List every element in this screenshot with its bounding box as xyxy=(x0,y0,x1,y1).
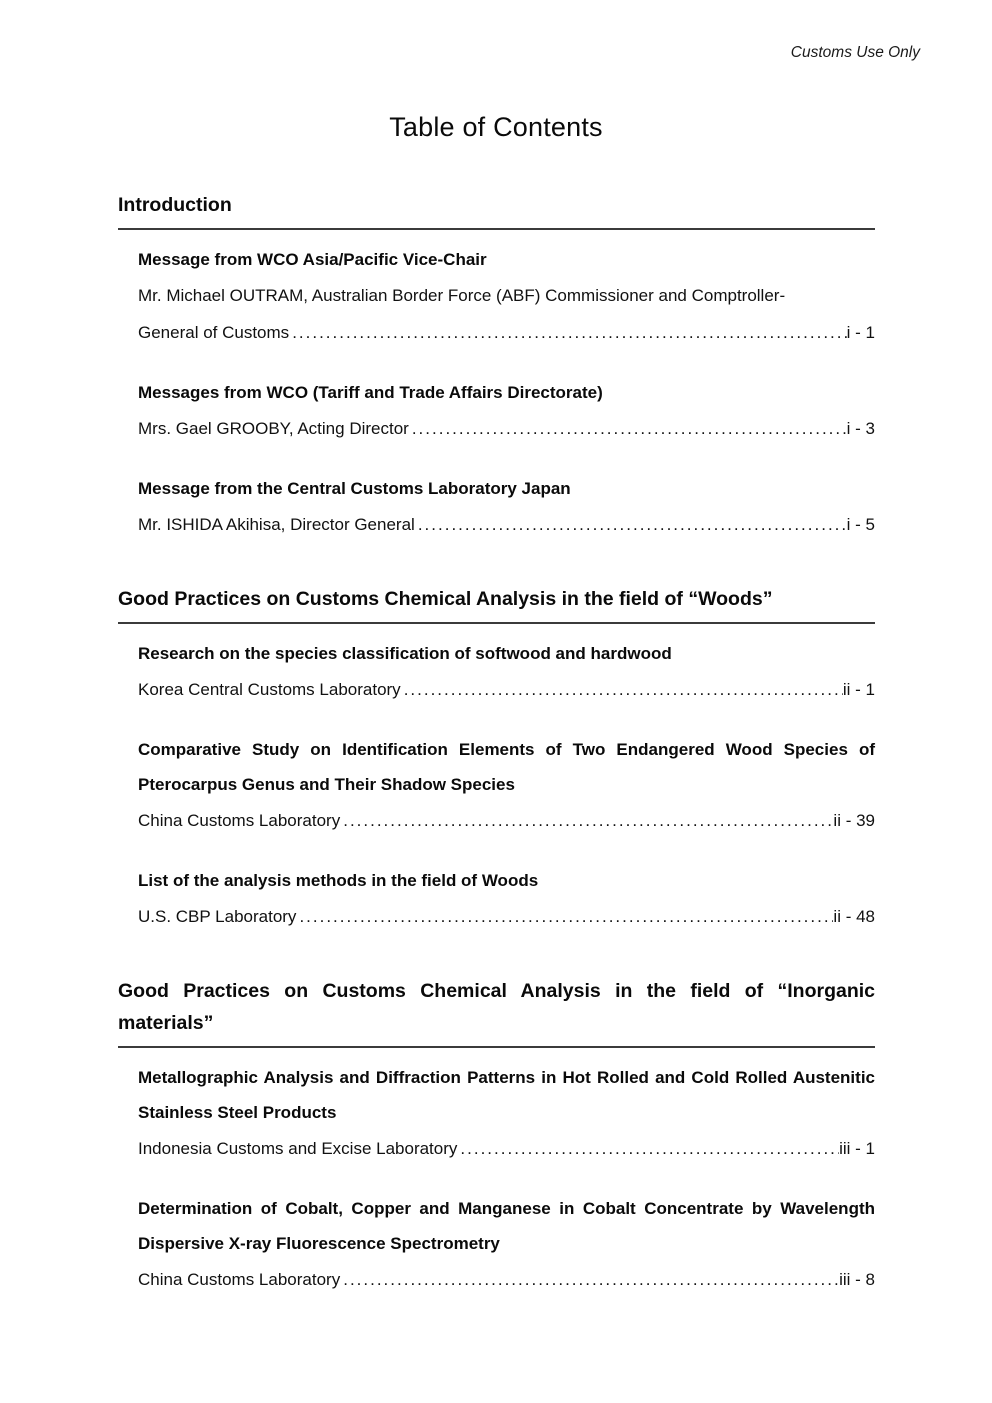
page-title: Table of Contents xyxy=(389,112,603,142)
section-entries xyxy=(138,242,875,543)
entry-title: Determination of Cobalt, Copper and Manganese in Cobalt Concentrate by Wavelength Dispersive X-ray Fluorescence Spectrometry xyxy=(138,1199,875,1253)
toc-content xyxy=(118,189,875,1298)
page-number: i - 1 xyxy=(846,323,875,342)
dotted-leader xyxy=(460,1130,839,1167)
entry-title: List of the analysis methods in the field of Woods xyxy=(138,871,539,890)
toc-entry xyxy=(138,636,875,708)
page-number: iii - 8 xyxy=(839,1270,875,1289)
entry-leader-line xyxy=(138,671,875,708)
entry-author-continued: Mr. Michael OUTRAM, Australian Border Force (ABF) Commissioner and Comptroller- xyxy=(138,286,786,305)
entry-leader-line xyxy=(138,802,875,839)
page-number: i - 5 xyxy=(846,515,875,534)
entry-author: Indonesia Customs and Excise Laboratory xyxy=(138,1139,458,1158)
toc-entry xyxy=(138,732,875,839)
entry-title: Message from WCO Asia/Pacific Vice-Chair xyxy=(138,250,487,269)
section-entries xyxy=(138,1060,875,1298)
section-heading-woods: Good Practices on Customs Chemical Analysis in the field of “Woods” xyxy=(118,583,875,624)
toc-entry xyxy=(138,471,875,543)
toc-entry xyxy=(138,1191,875,1298)
entry-author: Mr. ISHIDA Akihisa, Director General xyxy=(138,515,415,534)
entry-leader-line xyxy=(138,506,875,543)
entry-leader-line xyxy=(138,898,875,935)
dotted-leader xyxy=(343,802,833,839)
entry-title: Comparative Study on Identification Elements of Two Endangered Wood Species of Pterocarpus Genus and Their Shadow Species xyxy=(138,740,875,794)
dotted-leader xyxy=(404,671,843,708)
entry-leader-line xyxy=(138,410,875,447)
entry-author: China Customs Laboratory xyxy=(138,811,341,830)
section-heading-inorganic-materials: Good Practices on Customs Chemical Analysis in the field of “Inorganic materials” xyxy=(118,975,875,1048)
toc-entry xyxy=(138,242,875,351)
entry-leader-line xyxy=(138,1130,875,1167)
dotted-leader xyxy=(299,898,833,935)
entry-title: Messages from WCO (Tariff and Trade Affairs Directorate) xyxy=(138,383,603,402)
toc-entry xyxy=(138,1060,875,1167)
dotted-leader xyxy=(418,506,847,543)
entry-author: Mrs. Gael GROOBY, Acting Director xyxy=(138,419,409,438)
page-number: ii - 48 xyxy=(833,907,875,926)
toc-entry xyxy=(138,863,875,935)
entry-title: Message from the Central Customs Laboratory Japan xyxy=(138,479,571,498)
dotted-leader xyxy=(292,314,846,351)
entry-author: Korea Central Customs Laboratory xyxy=(138,680,401,699)
section-entries xyxy=(138,636,875,935)
page-number: ii - 1 xyxy=(842,680,875,699)
entry-author: General of Customs xyxy=(138,323,290,342)
entry-author: China Customs Laboratory xyxy=(138,1270,341,1289)
toc-entry xyxy=(138,375,875,447)
page-number: i - 3 xyxy=(846,419,875,438)
entry-leader-line xyxy=(138,314,875,351)
entry-title: Metallographic Analysis and Diffraction Patterns in Hot Rolled and Cold Rolled Austenitic Stainless Steel Products xyxy=(138,1068,875,1122)
entry-leader-line xyxy=(138,1261,875,1298)
page-number: iii - 1 xyxy=(839,1139,875,1158)
section-heading-introduction: Introduction xyxy=(118,189,875,230)
dotted-leader xyxy=(343,1261,839,1298)
entry-author: U.S. CBP Laboratory xyxy=(138,907,297,926)
watermark: Customs Use Only xyxy=(790,44,920,61)
page-number: ii - 39 xyxy=(833,811,875,830)
dotted-leader xyxy=(412,410,847,447)
entry-title: Research on the species classification of softwood and hardwood xyxy=(138,644,672,663)
